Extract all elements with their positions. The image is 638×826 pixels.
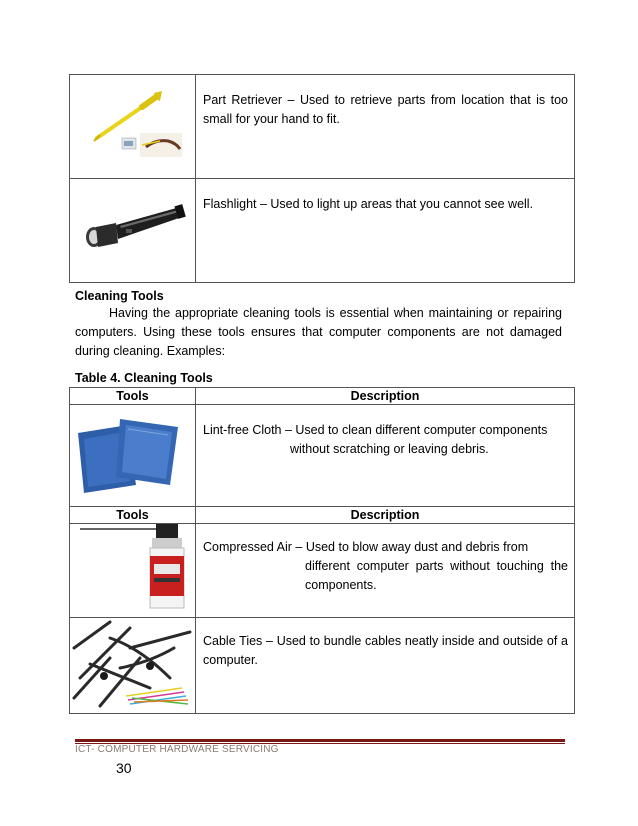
table-row [70,618,575,714]
table-caption: Table 4. Cleaning Tools [75,371,213,385]
cable-ties-image [70,618,196,708]
tool-description: Cable Ties – Used to bundle cables neatly inside and outside of a computer. [196,618,575,714]
tool-description: Flashlight – Used to light up areas that you cannot see well. [196,179,575,283]
hand-tools-table-continued [69,74,575,283]
tool-description [196,405,575,507]
footer-rule [75,739,565,742]
column-header-description: Description [196,507,575,524]
table-row [70,179,575,283]
column-header-tools: Tools [70,507,196,524]
table-header-row [70,388,575,405]
tool-image-cell [70,75,196,179]
tool-description [196,524,575,618]
flashlight-image [70,179,196,277]
description-line: Compressed Air – Used to blow away dust and debris from [203,540,529,554]
page-number: 30 [116,760,132,776]
table-row [70,524,575,618]
column-header-description: Description [196,388,575,405]
part-retriever-image [70,75,196,173]
tool-image-cell [70,618,196,714]
table-row [70,75,575,179]
section-title: Cleaning Tools [75,289,164,303]
table-header-row [70,507,575,524]
section-paragraph: Having the appropriate cleaning tools is essential when maintaining or repairing computers. Using these tools ensures that computer components are not damaged during cleaning. Examples: [75,306,562,358]
tool-image-cell [70,405,196,507]
table-row [70,405,575,507]
cleaning-tools-table [69,387,575,714]
footer-title: ICT- COMPUTER HARDWARE SERVICING [75,744,279,755]
description-line: without scratching or leaving debris. [290,442,489,456]
compressed-air-image [70,524,196,612]
description-line: Lint-free Cloth – Used to clean different computer components [203,423,548,437]
tool-image-cell [70,524,196,618]
tool-description: Part Retriever – Used to retrieve parts from location that is too small for your hand to fit. [196,75,575,179]
description-line: different computer parts without touching the components. [305,559,568,592]
column-header-tools: Tools [70,388,196,405]
lint-free-cloth-image [70,405,196,501]
tool-image-cell [70,179,196,283]
